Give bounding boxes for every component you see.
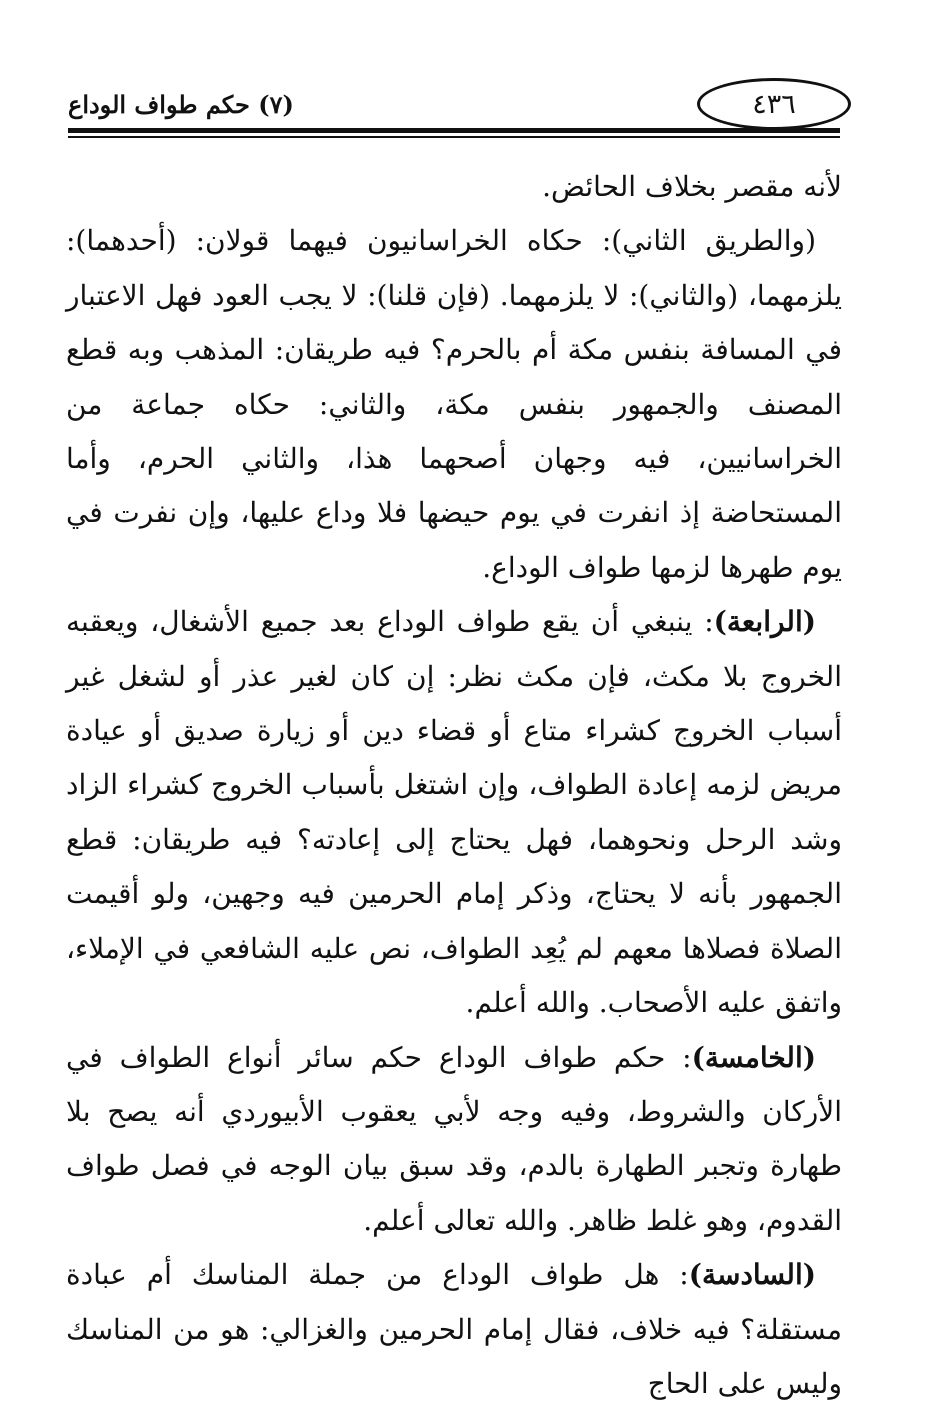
paragraph-text: : هل طواف الوداع من جملة المناسك أم عبادة مستقلة؟ فيه خلاف، فقال إمام الحرمين والغزالي: هو من المناسك وليس على الحاج xyxy=(66,1258,842,1400)
paragraph-text: (والطريق الثاني): حكاه الخراسانيون فيهما قولان: (أحدهما): يلزمهما، (والثاني): لا يلزمهما. (فإن قلنا): لا يجب العود فهل الاعتبار في المسافة بنفس مكة أم بالحرم؟ فيه طريقان: المذهب وبه قطع المصنف والجمهور بنفس مكة، والثاني: حكاه جماعة من الخراسانيين، فيه وجهان أصحهما هذا، والثاني الحرم، وأما المستحاضة إذ انفرت في يوم حيضها فلا وداع عليها، وإن نفرت في يوم طهرها لزمها طواف الوداع. xyxy=(66,224,842,584)
header-rule-thick xyxy=(68,128,840,133)
page-number: ٤٣٦ xyxy=(697,78,851,130)
paragraph-text: لأنه مقصر بخلاف الحائض. xyxy=(542,170,842,203)
section-lead-sixth: (السادسة) xyxy=(688,1258,816,1292)
header-rule-thin xyxy=(68,136,840,138)
paragraph-text: : حكم طواف الوداع حكم سائر أنواع الطواف في الأركان والشروط، وفيه وجه لأبي يعقوب الأبيوردي أنه يصح بلا طهارة وتجبر الطهارة بالدم، وقد سبق بيان الوجه في فصل طواف القدوم، وهو غلط ظاهر. والله تعالى أعلم. xyxy=(66,1040,842,1237)
section-lead-fifth: (الخامسة) xyxy=(691,1040,816,1074)
page-body xyxy=(66,160,842,1411)
paragraph-fourth xyxy=(66,595,842,1030)
paragraph-fifth xyxy=(66,1031,842,1249)
section-lead-fourth: (الرابعة) xyxy=(713,605,816,639)
page-header xyxy=(68,78,840,140)
paragraph-sixth xyxy=(66,1248,842,1411)
running-title: (٧) حكم طواف الوداع xyxy=(68,90,294,119)
paragraph-continuation xyxy=(66,160,842,214)
paragraph-text: : ينبغي أن يقع طواف الوداع بعد جميع الأشغال، ويعقبه الخروج بلا مكث، فإن مكث نظر: إن كان لغير عذر أو لشغل غير أسباب الخروج كشراء متاع أو قضاء دين أو زيارة صديق أو عيادة مريض لزمه إعادة الطواف، وإن اشتغل بأسباب الخروج كشراء الزاد وشد الرحل ونحوهما، فهل يحتاج إلى إعادته؟ فيه طريقان: قطع الجمهور بأنه لا يحتاج، وذكر إمام الحرمين فيه وجهين، ولو أقيمت الصلاة فصلاها معهم لم يُعِد الطواف، نص عليه الشافعي في الإملاء، واتفق عليه الأصحاب. والله أعلم. xyxy=(66,605,842,1020)
paragraph-second-method xyxy=(66,214,842,595)
